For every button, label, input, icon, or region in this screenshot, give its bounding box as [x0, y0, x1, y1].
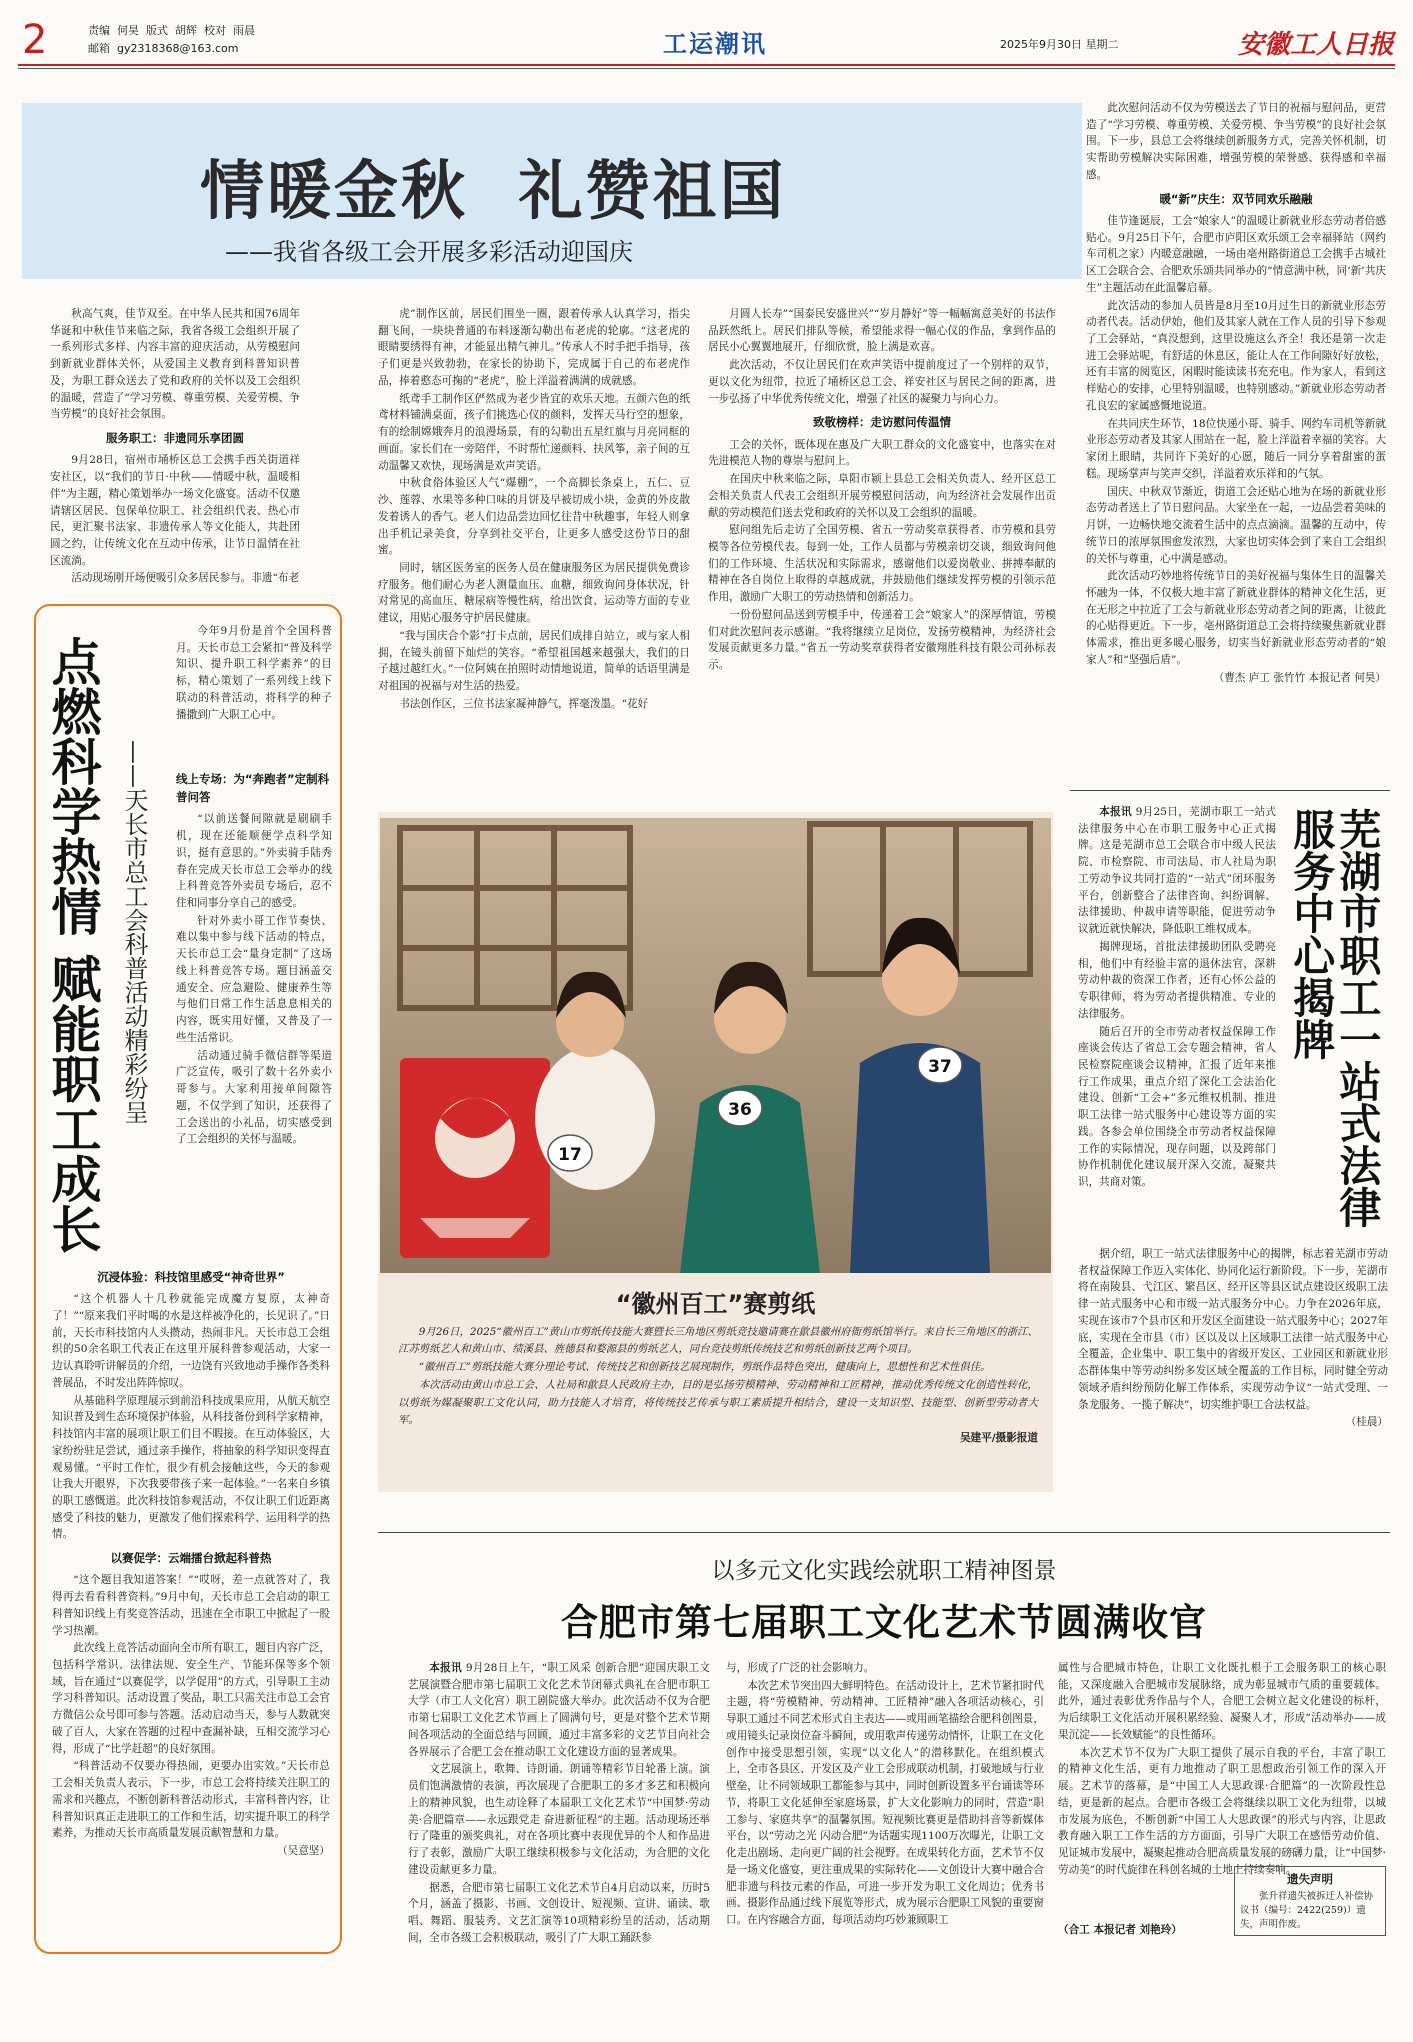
editors-line: 责编 何昊 版式 胡辉 校对 雨晨: [88, 24, 255, 37]
hefei-column-2: [726, 1660, 1044, 1950]
paragraph: 随后召开的全市劳动者权益保障工作座谈会传达了省总工会专题会精神，省人民检察院座谈会议精神，汇报了近年来推行工作成果，重点介绍了深化工会法治化建设、创新“工会+”多元维权机制、推进职工法律一站式服务中心建设等方面的实践。各参会单位围绕全市劳动者权益保障工作的实际情况，现存问题，以及跨部门协作机制优化建议展开深入交流，凝聚共识，共商对策。: [1078, 1025, 1276, 1189]
paragraph: 书法创作区，三位书法家凝神静气，挥毫泼墨。“花好: [399, 697, 649, 710]
paragraph: 活动现场刚开场便吸引众多居民参与。非遗“布老: [71, 572, 300, 585]
paragraph-text: 9月25日，芜湖市职工一站式法律服务中心在市职工服务中心正式揭牌。这是芜湖市总工会联合市中级人民法院、市检察院、市司法局、市人社局为职工劳动争议共同打造的“一站式”闭环服务平台，创新整合了法律咨询、纠纷调解、法律援助、仲裁申请等职能，促进劳动争议就近就快解决，降低职工维权成本。: [1078, 806, 1276, 936]
paragraph: 此次慰问活动不仅为劳模送去了节日的祝福与慰问品，更营造了“学习劳模、尊重劳模、关爱劳模、争当劳模”的良好社会氛围。下一步，县总工会将继续创新服务方式，完善关怀机制，切实帮助劳模解决实际困难，增强劳模的荣誉感、获得感和幸福感。: [1086, 102, 1386, 181]
science-column-top: [176, 764, 332, 1259]
science-title: 点燃科学热情 赋能职工成长: [43, 636, 102, 1254]
paragraph: “以前送餐间隙就是刷刷手机，现在还能顺便学点科学知识，挺有意思的。”外卖骑手陆秀春在完成天长市总工会举办的线上科普竞答外卖员专场后，忍不住和同事分享自己的感受。: [176, 813, 332, 909]
paragraph: 纸鸢手工制作区俨然成为老少皆宜的欢乐天地。五颜六色的纸鸢材料铺满桌面，孩子们挑选心仪的颜料，发挥天马行空的想象，有的绘制嫦娥奔月的浪漫场景，有的勾勒出五星红旗与月亮同框的画面。家长们在一旁陪伴，不时帮忙递颜料、扶风筝，亲子间的互动温馨又欢快，现场满是欢声笑语。: [378, 392, 690, 472]
paragraph: 慰问组先后走访了全国劳模、省五一劳动奖章获得者、市劳模和县劳模等各位劳模代表。每到一处，工作人员都与劳模亲切交谈，细致询问他们的工作环境、生活状况和实际需求，感谢他们以爱岗敬业、拼搏奉献的精神在各自岗位上取得的卓越成就，并鼓励他们继续发挥劳模的引领示范作用，激励广大职工的劳动热情和创新活力。: [708, 524, 1056, 604]
hefei-headline: 合肥市第七届职工文化艺术节圆满收官: [561, 1601, 1207, 1644]
paragraph: 9月28日，宿州市埇桥区总工会携手西关街道祥安社区，以“我们的节日·中秋——情暖中秋，温暖相伴”为主题，精心策划举办一场文化盛宴。活动不仅邀请辖区居民、包保单位职工、社会组织代表、热心市民，更汇聚书法家、非遗传承人等文化能人，共赴团圆之约，让传统文化在互动中传承，让节日温情在社区流淌。: [50, 454, 300, 567]
photo-caption: [398, 1324, 1038, 1484]
hefei-column-3: [1058, 1660, 1386, 1876]
subheading: 服务职工：非遗同乐享团圆: [106, 431, 244, 446]
section-divider: [1070, 790, 1390, 791]
paragraph: 此次活动，不仅让居民们在欢声笑语中提前度过了一个别样的双节，更以文化为纽带，拉近了埇桥区总工会、祥安社区与居民之间的距离，进一步弘扬了中华优秀传统文化，增强了社区的凝聚力与向心力。: [708, 359, 1056, 405]
hefei-column-1: [408, 1660, 710, 1950]
paragraph: 一份份慰问品送到劳模手中，传递着工会“娘家人”的深厚情谊，劳模们对此次慰问表示感谢。“我将继续立足岗位，发扬劳模精神，为经济社会发展贡献更多力量。”省五一劳动奖章获得者安徽翔胜科技有限公司孙标表示。: [708, 608, 1056, 672]
paragraph: “这个题目我知道答案！”“哎呀，差一点就答对了，我得再去看看科普资料。”9月中旬，天长市总工会启动的职工科普知识线上有奖竞答活动，迅速在全市职工中掀起了一股学习热潮。: [52, 1574, 330, 1637]
paragraph: 据介绍，职工一站式法律服务中心的揭牌，标志着芜湖市劳动者权益保障工作迈入实体化、协同化运行新阶段。下一步，芜湖市将在南陵县、弋江区、繁昌区、经开区等县区试点建设区级职工法律一站式服务中心和市级一站式服务分中心。力争在2026年底，实现在该市7个县市区和开发区全面建设一站式服务中心；2027年底，实现在全市县（市）区以及以上区域职工法律一站式服务中心全覆盖，企业集中、职工集中的省级开发区、工业园区和新就业形态群体集中等劳动纠纷多发区域全覆盖的工作目标，同时健全劳动领域矛盾纠纷预防化解工作体系，实现劳动争议“一站式受理、一条龙服务、一揽子解决”，切实维护职工合法权益。: [1078, 1248, 1388, 1411]
dateline-lead: 本报讯: [429, 1662, 463, 1674]
paragraph: 本次艺术节不仅为广大职工提供了展示自我的平台，丰富了职工的精神文化生活，更有力地推动了职工思想政治引领工作的深入开展。艺术节的落幕，是“中国工人大思政课·合肥篇”的一次阶段性总结，更是新的起点。合肥市各级工会将继续以职工文化为纽带，以城市发展为底色，不断创新“中国工人大思政课”的形式与内容，让思政教育融入职工工作生活的方方面面，引导广大职工在感悟劳动价值、见证城市发展中，凝聚起推动合肥高质量发展的磅礴力量，让“中国梦·劳动美”的时代旋律在科创名城的土地上持续奏响。: [1058, 1746, 1386, 1876]
paragraph-text: 9月28日上午，“职工风采 创新合肥”迎国庆职工文艺展演暨合肥市第七届职工文化艺术节闭幕式典礼在合肥市职工大学（市工人文化宫）职工剧院盛大举办。此次活动不仅为合肥市第七届职工文化艺术节画上了圆满句号，更是对整个艺术节期间各项活动的全面总结与回顾，通过丰富多彩的文艺节目向社会各界展示了合肥工会在推动职工文化建设方面的显著成果。: [408, 1662, 711, 1758]
science-intro: [176, 623, 332, 755]
photo-credit: 吴建平/摄影报道: [959, 1431, 1038, 1444]
paragraph: 此次线上竞答活动面向全市所有职工，题目内容广泛，包括科学常识、法律法规、安全生产、节能环保等多个领域，旨在通过“以赛促学，以学促用”的方式，引导职工主动学习科普知识。活动设置了奖品，职工只需关注市总工会官方微信公众号即可参与答题。活动启动当天，参与人数就突破了百人，大家在答题的过程中查漏补缺，互相交流学习心得，形成了“比学赶超”的良好氛围。: [52, 1642, 330, 1755]
subheading: 致敬榜样：走访慰问传温情: [813, 415, 951, 430]
paragraph: 揭牌现场，首批法律援助团队受聘亮相，他们中有经验丰富的退休法官，深耕劳动仲裁的资深工作者，还有心怀公益的专职律师，将为劳动者提供精准、专业的法律服务。: [1078, 940, 1276, 1020]
wuhu-column-narrow: [1078, 804, 1276, 1244]
subheading: 以赛促学：云端擂台掀起科普热: [110, 1551, 272, 1566]
number-badge-37: [918, 1047, 962, 1083]
byline: （吴意坚）: [277, 1845, 330, 1858]
paragraph: 据悉，合肥市第七届职工文化艺术节自4月启动以来，历时5个月，涵盖了摄影、书画、文创设计、短视频、宣讲、诵读、歌唱、舞蹈、服装秀、文艺汇演等10项精彩纷呈的活动，活动期间，全市各级工会积极联动，吸引了广大职工踊跃参: [408, 1881, 710, 1944]
byline: （曹杰 庐工 张竹竹 本报记者 何昊）: [1213, 671, 1386, 684]
paragraph: 同时，辖区医务室的医务人员在健康服务区为居民提供免费诊疗服务。他们耐心为老人测量血压、血糖，细致询问身体状况，针对常见的高血压、糖尿病等慢性病，给出饮食、运动等方面的专业建议，用贴心服务守护居民健康。: [378, 562, 690, 625]
notice-body: 张升祥遗失被拆迁人补偿协议书（编号：2422(259)）遗失，声明作废。: [1240, 1891, 1374, 1930]
lead-subheadline: ——我省各级工会开展多彩活动迎国庆: [225, 238, 633, 266]
hefei-kicker: 以多元文化实践绘就职工精神图景: [711, 1558, 1057, 1584]
paragraph: 中秋食俗体验区人气“爆棚”，一个高脚长条桌上，五仁、豆沙、莲蓉、水果等多种口味的月饼及早被切成小块，金黄的外皮散发着诱人的香气。老人们边品尝边回忆往昔中秋趣事，年轻人则拿出手机记录美食，分享到社交平台，让更多人感受这份节日的甜蜜。: [378, 477, 690, 557]
paper-cutting-contest-photo: [380, 818, 1051, 1273]
byline: （桂晨）: [1345, 1416, 1388, 1429]
paragraph: 月圆人长寿”“国泰民安盛世兴”“岁月静好”等一幅幅寓意美好的书法作品跃然纸上。居民们排队等候，希望能求得一幅心仪的作品，拿到作品的居民小心翼翼地展开，仔细欣赏，脸上满是欢喜。: [708, 308, 1056, 354]
paragraph: [1078, 804, 1276, 938]
photo-title: “徽州百工”赛剪纸: [615, 1290, 816, 1318]
section-divider: [378, 1532, 1390, 1533]
dateline-lead: 本报讯: [1099, 806, 1132, 818]
badge-number: 37: [928, 1057, 952, 1077]
number-badge-17: [548, 1135, 592, 1171]
lead-column-1: [50, 306, 300, 585]
paragraph: 工会的关怀，既体现在惠及广大职工群众的文化盛宴中，也落实在对先进模范人物的尊崇与慰问上。: [708, 438, 1056, 468]
badge-number: 17: [558, 1145, 582, 1165]
paragraph: 与，形成了广泛的社会影响力。: [726, 1662, 875, 1674]
paragraph: 属性与合肥城市特色，让职工文化既扎根于工会服务职工的核心职能，又深度融入合肥城市发展脉络，成为彰显城市气质的重要载体。此外，通过表彰优秀作品与个人，合肥工会树立起文化建设的标杆，为后续职工文化活动开展积累经验、凝聚人才，形成“活动举办——成果沉淀——长效赋能”的良性循环。: [1058, 1662, 1386, 1741]
subheading: 沉浸体验：科技馆里感受“神奇世界”: [97, 1270, 285, 1284]
paragraph: 从基础科学原理展示到前沿科技成果应用，从航天航空知识普及到生态环境保护体验，从科技备份到科学家精神，科技馆内丰富的展项让职工们目不暇接。在互动体验区，大家纷纷驻足尝试，通过亲手操作，将抽象的科学知识变得直观易懂。“平时工作忙，很少有机会接触这些，今天的参观让我大开眼界，下次我要带孩子来一起体验。”一名来自乡镇的职工感慨道。此次科技馆参观活动，不仅让职工们近距离感受了科技的魅力，更激发了他们探索科学、运用科学的热情。: [52, 1394, 330, 1541]
paragraph: “我与国庆合个影”打卡点前，居民们成排自站立，或与家人相拥，在镜头前留下灿烂的笑容。“希望祖国越来越强大，我们的日子越过越红火。”一位阿姨在拍照时动情地说道，简单的话语里满是对祖国的祝福与对生活的热爱。: [378, 629, 690, 693]
wuhu-column-wide: [1078, 1246, 1388, 1524]
paragraph: 此次活动的参加人员皆是8月至10月过生日的新就业形态劳动者代表。活动伊始，他们及其家人就在工作人员的引导下参观了工会驿站，“真没想到，这里设施这么齐全！我还是第一次走进工会驿站呢，有舒适的休息区，能让人在工作间隙好好放松，还有丰富的阅览区，闲暇时能读读书充充电。作为家人，看到这样贴心的安排，心里特别温暖，也特别感动。”新就业形态劳动者孔良宏的家属感慨地说道。: [1086, 299, 1386, 412]
subheading: 线上专场：为“奔跑者”定制科普问答: [176, 772, 330, 805]
byline: （合工 本报记者 刘艳玲）: [1058, 1924, 1182, 1936]
paragraph: “这个机器人十几秒就能完成魔方复原，太神奇了！”“原来我们平时喝的水是这样被净化的，长见识了。”日前，天长市科技馆内人头攒动，热闹非凡。天长市总工会组织的50余名职工代表正在这里开展科普参观活动，大家一边认真聆听讲解员的介绍，一边饶有兴致地动手操作各类科普展品，不时发出阵阵惊叹。: [52, 1293, 330, 1389]
paragraph: 国庆、中秋双节渐近，街道工会还贴心地为在场的新就业形态劳动者送上了节日慰问品。大家坐在一起，一边品尝着美味的月饼，一边畅快地交流着生活中的点点滴滴。温馨的互动中，传统节日的浓厚氛围愈发浓烈，大家也切实体会到了来自工会组织的关怀与尊重，心中满是感动。: [1086, 485, 1386, 565]
paragraph: 活动通过骑手微信群等渠道广泛宣传，吸引了数十名外卖小哥参与。大家利用接单间隙答题，不仅学到了知识，还获得了工会送出的小礼品，切实感受到了工会组织的关怀与温暖。: [176, 1049, 332, 1146]
paragraph: “徽州百工”剪纸技能大赛分理论考试、传统技艺和创新技艺展现制作，剪纸作品特色突出，健康向上，思想性和艺术性俱佳。: [418, 1361, 991, 1374]
masthead-rule: [18, 64, 1395, 66]
paragraph: 此次活动巧妙地将传统节日的美好祝福与集体生日的温馨关怀融为一体，不仅极大地丰富了新就业群体的精神文化生活，更在无形之中拉近了工会与新就业形态劳动者之间的距离，让彼此的心贴得更近。下一步，亳州路街道总工会将持续聚焦新就业群体需求，推出更多暖心服务，切实当好新就业形态劳动者的“娘家人”和“坚强后盾”。: [1086, 570, 1386, 666]
science-column-bottom: [52, 1262, 330, 1942]
lead-column-3: [708, 306, 1056, 754]
paragraph: 秋高气爽，佳节双至。在中华人民共和国76周年华诞和中秋佳节来临之际，我省各级工会组织开展了一系列形式多样、内容丰富的迎庆活动，从劳模慰问到新就业群体关怀，从爱国主义教育到科普知识普及，为职工群众送去了党和政府的关怀以及工会组织的温暖，营造了“学习劳模、尊重劳模、关爱劳模、争当劳模”的良好社会氛围。: [50, 308, 300, 421]
lead-headline: 情暖金秋 礼赞祖国: [200, 155, 787, 229]
science-subtitle: ——天长市总工会科普活动精彩纷呈: [120, 740, 148, 1124]
paragraph: [408, 1660, 710, 1760]
badge-number: 36: [728, 1100, 752, 1120]
page-number: 2: [22, 17, 48, 63]
wuhu-title: 芜湖市职工一站式法律服务中心揭牌: [1287, 808, 1383, 1228]
subheading: 暖“新”庆生：双节同欢乐融融: [1159, 191, 1313, 206]
paragraph: 9月26日，2025“徽州百工”黄山市剪纸传技能大赛暨长三角地区剪纸竞技邀请赛在歙县徽州府衙剪纸馆举行。来自长三角地区的浙江、江苏剪纸艺人和黄山市、绩溪县、旌德县和婺源县的剪纸艺人，同台竞技剪纸传统技艺和剪纸创新技艺两个项目。: [398, 1326, 1038, 1356]
paragraph: 今年9月份是首个全国科普月。天长市总工会紧扣“普及科学知识、提升职工科学素养”的目标，精心策划了一系列线上线下联动的科普活动，将科学的种子播撒到广大职工心中。: [176, 625, 332, 721]
paragraph: 佳节逢诞辰，工会“娘家人”的温暖让新就业形态劳动者倍感贴心。9月25日下午，合肥市庐阳区欢乐颂工会幸福驿站（网约车司机之家）内暖意融融，一场由亳州路街道总工会携手古城社区工会联合会、合肥欢乐颂共同举办的“情意满中秋，同‘新’共庆生”主题活动在此温馨启幕。: [1086, 214, 1386, 294]
paragraph: 本次艺术节突出四大鲜明特色。在活动设计上，艺术节紧扣时代主题，将“劳模精神、劳动精神、工匠精神”融入各项活动核心，引导职工通过不同艺术形式自主表达——或用画笔描绘合肥科创图景，或用镜头记录岗位奋斗瞬间，或用歌声传递劳动情怀，让职工在文化创作中接受思想引领，实现“以文化人”的潜移默化。在组织模式上，全市各县区、开发区及产业工会形成联动机制，打破地域与行业壁垒，让不同领域职工都能参与其中，同时创新设置多平台诵读等环节，将职工文化延伸至家庭场景，扩大文化影响力的同时，营造“职工参与、家庭共享”的温馨氛围。短视频比赛更是借助抖音等新媒体平台，以“劳动之光 闪动合肥”为话题实现1100万次曝光，让职工文化走出剧场、走向更广阔的社会视野。在成果转化方面，艺术节不仅是一场文化盛宴，更注重成果的实际转化——文创设计大赛中融合合肥非遗与科技元素的作品，可进一步开发为职工文化周边；优秀书画、摄影作品通过线下展览等形式，成为展示合肥职工风貌的重要窗口。在内容融合方面，每项活动均巧妙兼顾职工: [726, 1679, 1044, 1927]
masthead-rule-thin: [18, 68, 1395, 69]
paragraph: 虎”制作区前，居民们围坐一圈，跟着传承人认真学习，指尖翻飞间，一块块普通的布料逐渐勾勒出布老虎的轮廓。“这老虎的眼睛要绣得有神，才能显出精气神儿。”传承人不时手把手指导，孩子们更是兴致勃勃，在家长的协助下，完成属于自己的布老虎作品，捧着憨态可掬的“老虎”，脸上洋溢着满满的成就感。: [378, 308, 690, 387]
red-paper-cutting: [400, 1058, 550, 1258]
paragraph: 在共同庆生环节，18位快递小哥、骑手、网约车司机等新就业形态劳动者及其家人围站在一起，脸上洋溢着幸福的笑容。大家闭上眼睛，共同许下美好的心愿，随后一同分享着甜蜜的蛋糕。现场掌声与笑声交织，洋溢着欢乐祥和的气氛。: [1086, 417, 1386, 480]
lead-column-2: [378, 306, 690, 754]
paragraph: “科普活动不仅要办得热闹，更要办出实效。”天长市总工会相关负责人表示，下一步，市总工会将持续关注职工的需求和兴趣点，不断创新科普活动形式，丰富科普内容，让科普知识真正走进职工的工作和生活，切实提升职工的科学素养，为推动天长市高质量发展贡献智慧和力量。: [52, 1760, 330, 1840]
paragraph: 针对外卖小哥工作节奏快、难以集中参与线下活动的特点，天长市总工会“量身定制”了这场线上科普竞答专场。题目涵盖交通安全、应急避险、健康养生等与他们日常工作生活息息相关的内容，既实用好懂，又普及了一些生活常识。: [176, 914, 332, 1044]
number-badge-36: [718, 1090, 762, 1126]
paragraph: 本次活动由黄山市总工会、人社局和歙县人民政府主办，目的是弘扬劳模精神、劳动精神和工匠精神，推动优秀传统文化创造性转化，以剪纸为媒凝聚职工文化认同，助力技能人才培育，将传统技艺传承与职工素质提升相结合，建设一支知识型、技能型、创新型劳动者大军。: [398, 1379, 1038, 1426]
paragraph: 文艺展演上，歌舞、诗朗诵、朗诵等精彩节目轮番上演。演员们饱满激情的表演，再次展现了合肥职工的多才多艺和积极向上的精神风貌，也生动诠释了本届职工文化艺术节“中国梦·劳动美·合肥篇章——永远跟党走 奋进新征程”的主题。活动现场还举行了隆重的颁奖典礼，对在各项比赛中表现优异的个人和作品进行了表彰，激励广大职工继续积极参与文化活动，为合肥的文化建设贡献更多力量。: [408, 1763, 710, 1876]
paragraph: 在国庆中秋来临之际，阜阳市颍上县总工会相关负责人、经开区总工会相关负责人代表工会组织开展劳模慰问活动，向为经济社会发展作出贡献的劳动模范们送去党和政府的关怀以及工会组织的温暖。: [708, 473, 1056, 519]
section-title: 工运潮讯: [663, 30, 767, 58]
lead-column-4: [1086, 100, 1386, 760]
newspaper-name: 安徽工人日报: [1238, 30, 1395, 60]
issue-date: 2025年9月30日 星期二: [1000, 38, 1119, 51]
editor-email: 邮箱 gy2318368@163.com: [88, 42, 239, 55]
notice-title: 遗失声明: [1287, 1872, 1333, 1886]
